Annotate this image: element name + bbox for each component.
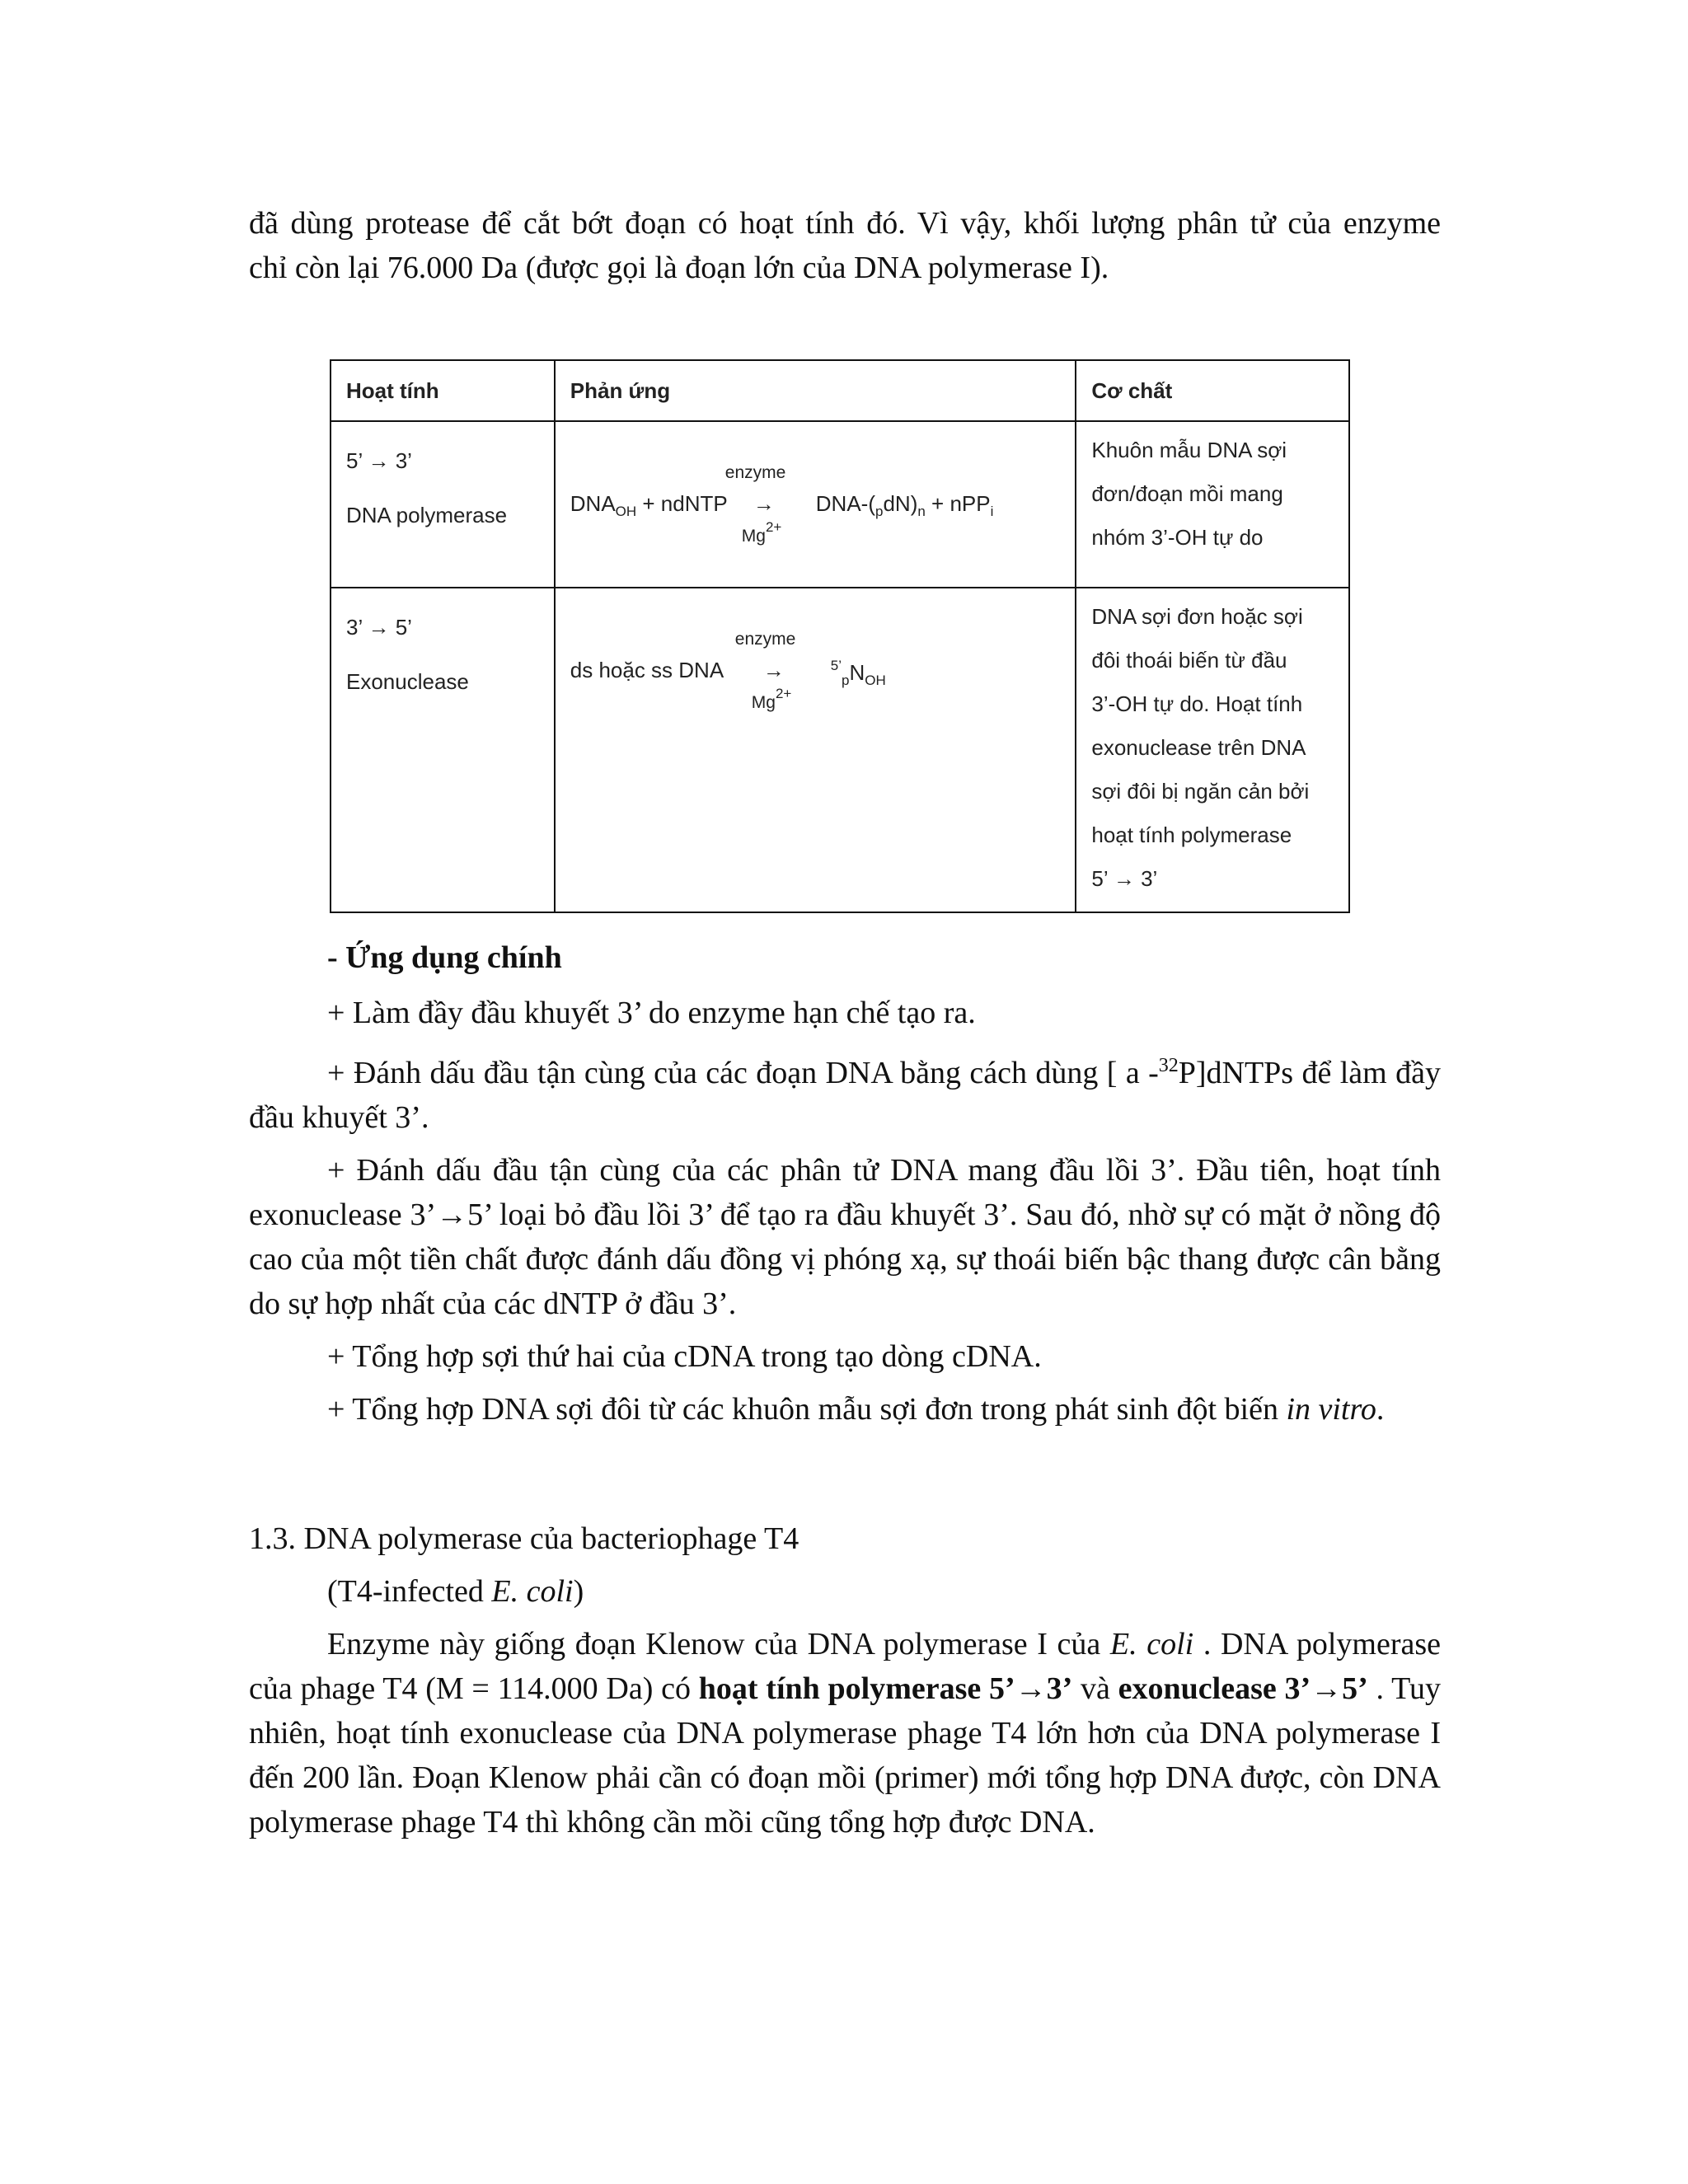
substrate-line: đôi thoái biến từ đầu <box>1091 648 1287 673</box>
substrate-line: sợi đôi bị ngăn cản bởi <box>1091 779 1310 804</box>
substrate-line: exonuclease trên DNA <box>1091 735 1306 760</box>
reaction-cell <box>555 588 1076 912</box>
activity-cell <box>331 421 555 588</box>
substrate-line: Khuôn mẫu DNA sợi <box>1091 438 1287 462</box>
activity-table <box>330 359 1350 913</box>
reaction-cofactor: $Mg^{2+}$ <box>751 686 792 712</box>
application-item: + Tổng hợp sợi thứ hai của cDNA trong tạo dòng cDNA. <box>327 1339 1042 1374</box>
intro-line-1: đã dùng protease để cắt bớt đoạn có hoạt tính đó. Vì vậy, khối lượng phân tử của enzyme <box>249 206 1441 241</box>
application-item: + Đánh dấu đầu tận cùng của các đoạn DNA bằng cách dùng [ a -$^{32}$P]dNTPs để làm đầy đầu khuyết 3’. <box>249 1055 1441 1135</box>
header-substrate: Cơ chất <box>1076 360 1349 421</box>
reaction-rhs: DNA-$(_pdN)_n + nPP_i$ <box>815 491 994 519</box>
substrate-line: đơn/đoạn mồi mang <box>1091 481 1283 506</box>
table-header-row <box>331 360 1349 421</box>
reaction-rhs: $^{5’}_pN_{OH}$ <box>830 658 886 688</box>
intro-paragraph <box>249 201 1441 290</box>
table-row <box>331 421 1349 588</box>
reaction-lhs: $DNA_{OH}$ + ndNTP <box>570 491 728 519</box>
reaction-arrow: → <box>753 491 775 516</box>
application-item: + Đánh dấu đầu tận cùng của các phân tử DNA mang đầu lồi 3’. Đầu tiên, hoạt tính exonuclease 3’→5’ loại bỏ đầu lồi 3’ để tạo ra đầu khuyết 3’. Sau đó, nhờ sự có mặt ở nồng độ cao của một tiền chất được đánh dấu đồng vị phóng xạ, sự thoái biến bậc thang được cân bằng do sự hợp nhất của các dNTP ở đầu 3’. <box>249 1153 1441 1321</box>
activity-name: Exonuclease <box>346 669 469 694</box>
reaction-cell <box>555 421 1076 588</box>
application-item: + Tổng hợp DNA sợi đôi từ các khuôn mẫu sợi đơn trong phát sinh đột biến in vitro. <box>327 1392 1385 1427</box>
substrate-cell <box>1076 421 1349 588</box>
substrate-line: DNA sợi đơn hoặc sợi <box>1091 604 1303 629</box>
applications-heading: - Ứng dụng chính <box>327 940 562 975</box>
reaction-catalyst: enzyme <box>734 630 796 649</box>
substrate-line: 3’-OH tự do. Hoạt tính <box>1091 691 1303 716</box>
intro-line-2: chỉ còn lại 76.000 Da (được gọi là đoạn lớn của DNA polymerase I). <box>249 251 1109 285</box>
section-paragraph: Enzyme này giống đoạn Klenow của DNA polymerase I của E. coli . DNA polymerase của phage T4 (M = 114.000 Da) có hoạt tính polymerase 5’→3’ và exonuclease 3’→5’ . Tuy nhiên, hoạt tính exonuclease của DNA polymerase phage T4 lớn hơn của DNA polymerase I đến 200 lần. Đoạn Klenow phải cần có đoạn mồi (primer) mới tổng hợp DNA được, còn DNA polymerase phage T4 thì không cần mồi cũng tổng hợp được DNA. <box>249 1627 1441 1840</box>
applications-list <box>249 991 1441 1432</box>
activity-direction: 5’ → 3’ <box>346 448 412 473</box>
section-subtitle: (T4-infected E. coli) <box>327 1574 584 1609</box>
application-item: + Làm đầy đầu khuyết 3’ do enzyme hạn chế tạo ra. <box>327 996 976 1030</box>
reaction-catalyst: enzyme <box>724 463 786 482</box>
substrate-line: 5’ → 3’ <box>1091 866 1158 891</box>
substrate-line: hoạt tính polymerase <box>1091 823 1292 847</box>
activity-cell <box>331 588 555 912</box>
reaction-lhs: ds hoặc ss DNA <box>570 658 724 682</box>
activity-name: DNA polymerase <box>346 503 508 527</box>
activity-direction: 3’ → 5’ <box>346 615 412 640</box>
section-title: 1.3. DNA polymerase của bacteriophage T4 <box>249 1521 799 1556</box>
reaction-cofactor: $Mg^{2+}$ <box>741 519 782 546</box>
substrate-cell <box>1076 588 1349 912</box>
header-reaction: Phản ứng <box>555 360 1076 421</box>
substrate-line: nhóm 3’-OH tự do <box>1091 525 1264 550</box>
reaction-arrow: → <box>762 658 785 682</box>
table-row <box>331 588 1349 912</box>
header-activity: Hoạt tính <box>331 360 555 421</box>
